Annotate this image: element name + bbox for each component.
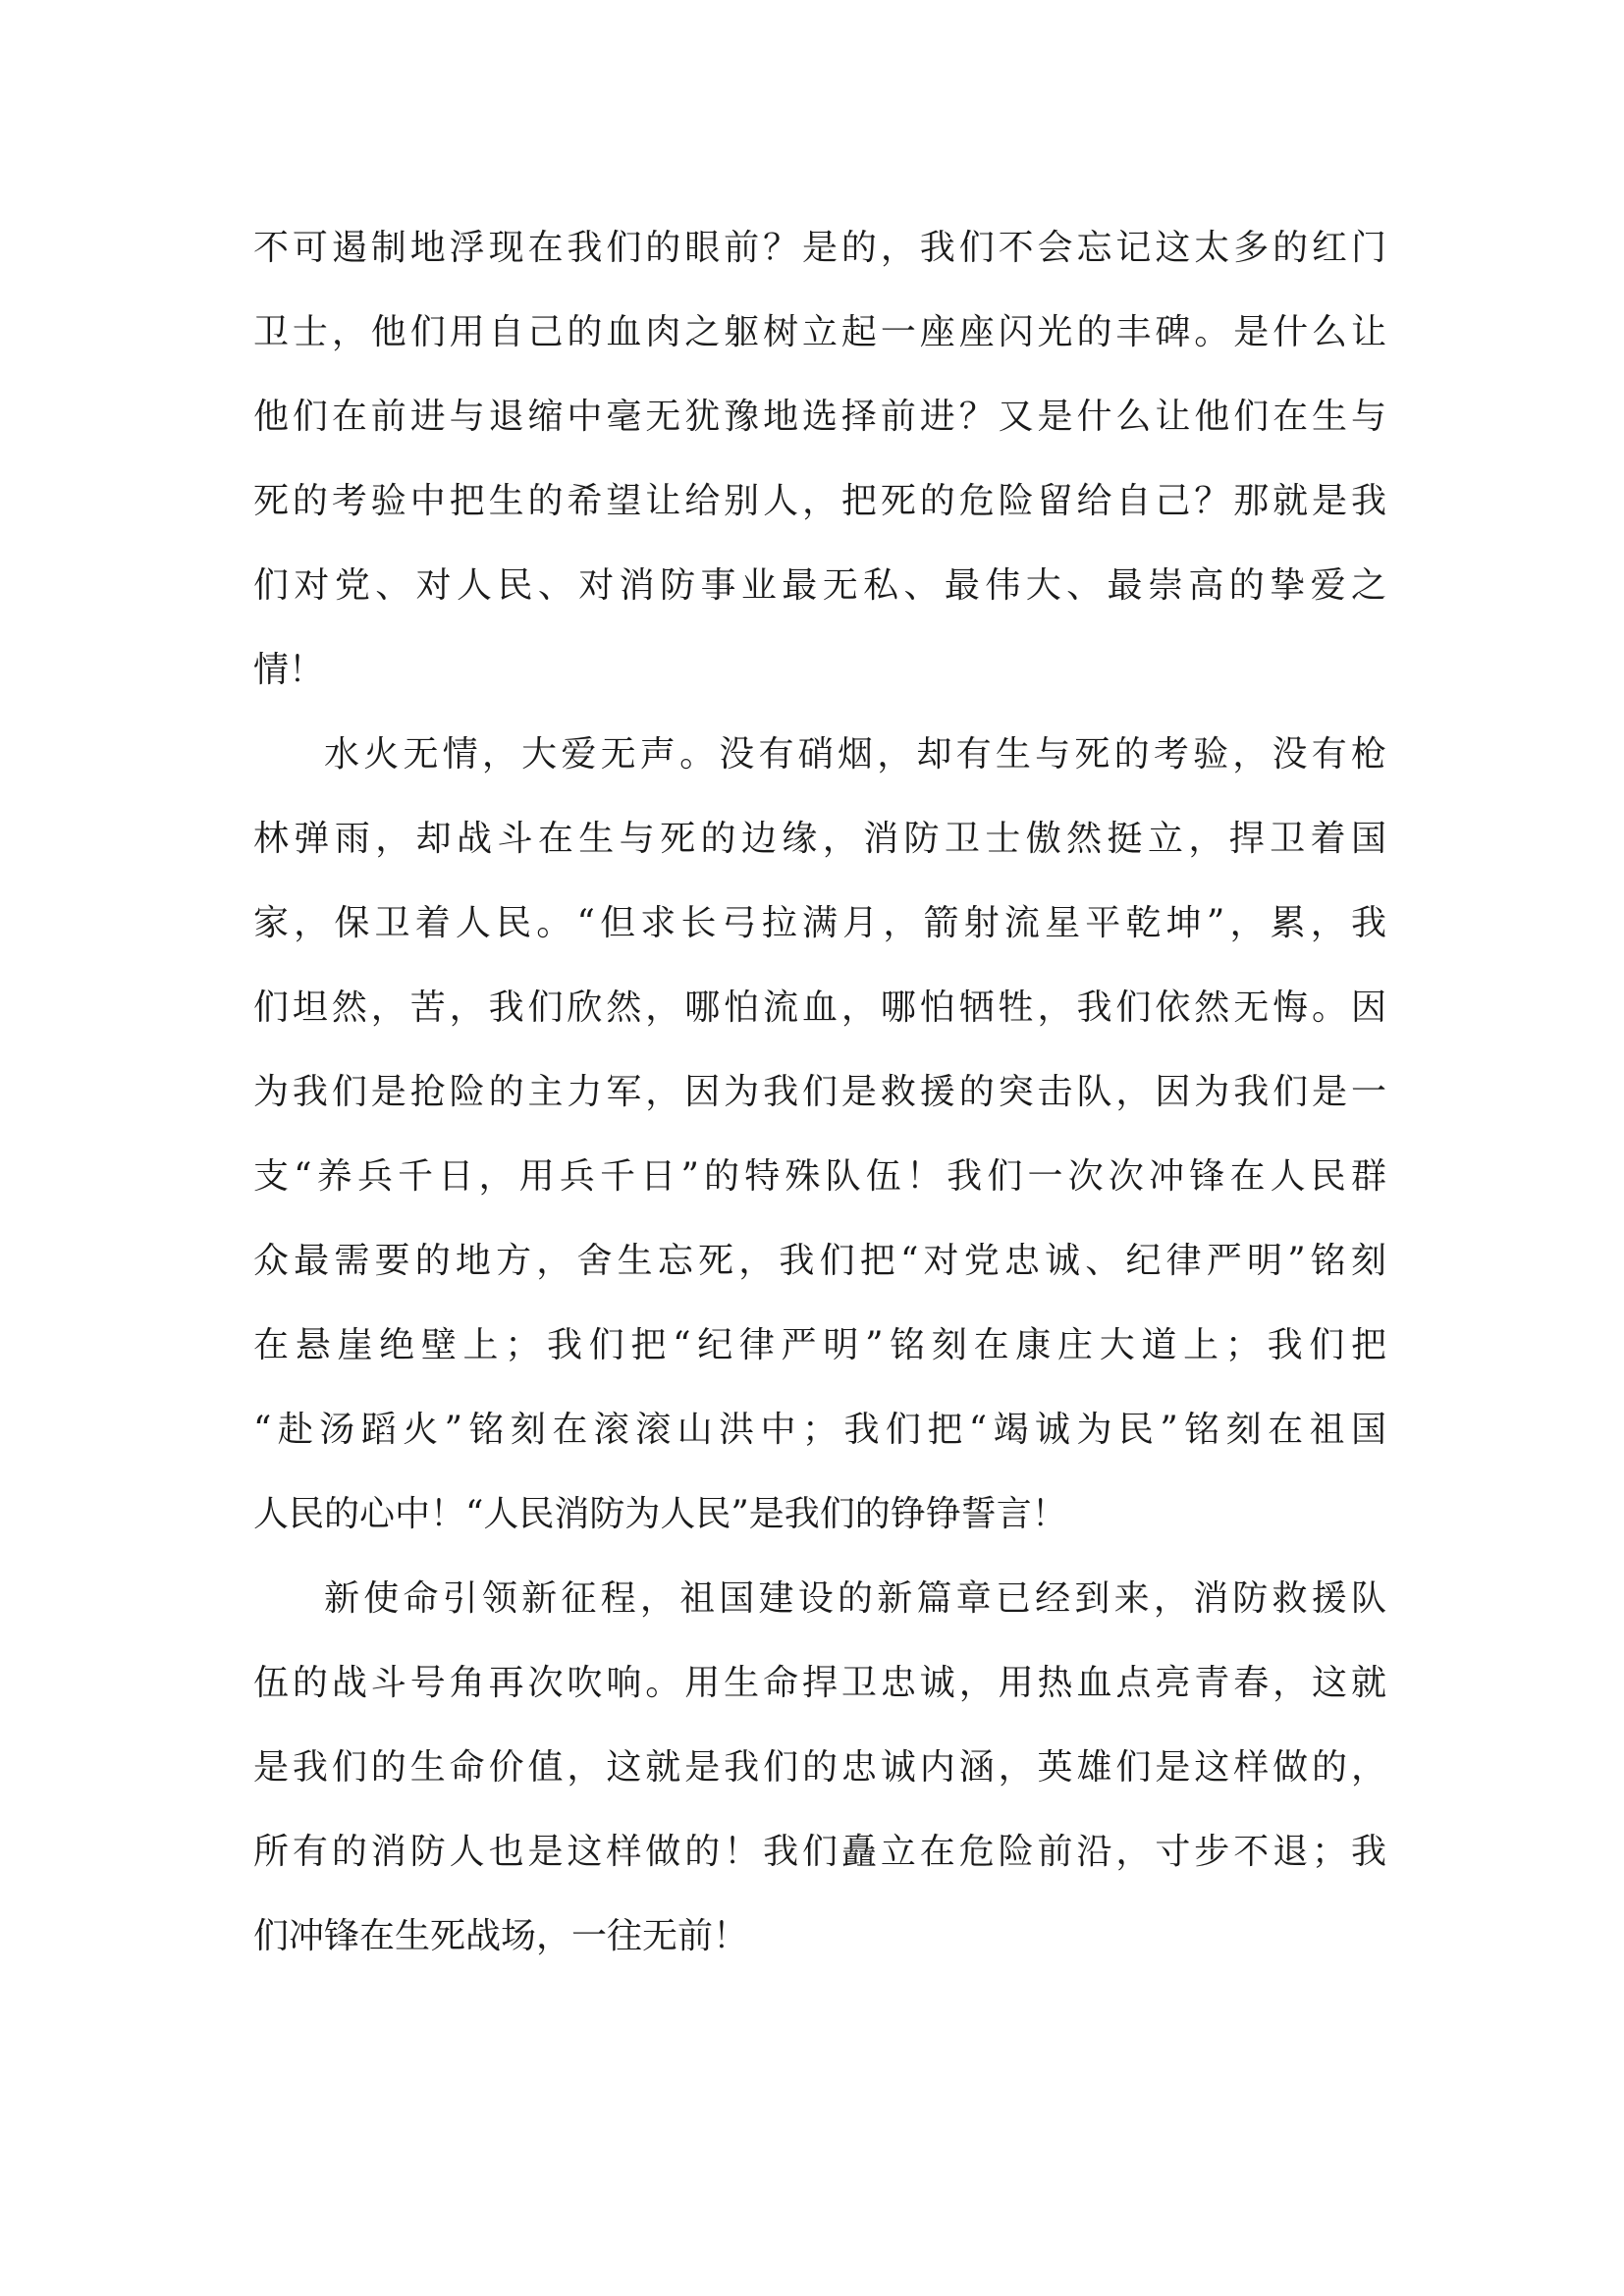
text-line: 新使命引领新征程，祖国建设的新篇章已经到来，消防救援队 <box>324 1578 1386 1619</box>
text-line: 在悬崖绝壁上；我们把“纪律严明”铭刻在康庄大道上；我们把 <box>253 1325 1386 1365</box>
text-line: 们冲锋在生死战场，一往无前！ <box>253 1916 749 1956</box>
text-line: 支“养兵千日，用兵千日”的特殊队伍！我们一次次冲锋在人民群 <box>253 1156 1386 1197</box>
document-page <box>253 206 1386 1979</box>
text-line: 是我们的生命价值，这就是我们的忠诚内涵，英雄们是这样做的， <box>253 1747 1386 1788</box>
text-line: 所有的消防人也是这样做的！我们矗立在危险前沿，寸步不退；我 <box>253 1832 1386 1872</box>
text-line: 情！ <box>253 650 325 690</box>
text-line: 不可遏制地浮现在我们的眼前？是的，我们不会忘记这太多的红门 <box>253 228 1386 268</box>
text-line: 人民的心中！“人民消防为人民”是我们的铮铮誓言！ <box>253 1494 1067 1534</box>
text-line: 死的考验中把生的希望让给别人，把死的危险留给自己？那就是我 <box>253 481 1386 521</box>
text-line: 众最需要的地方，舍生忘死，我们把“对党忠诚、纪律严明”铭刻 <box>253 1241 1386 1281</box>
text-line: 们坦然，苦，我们欣然，哪怕流血，哪怕牺牲，我们依然无悔。因 <box>253 988 1386 1028</box>
text-line: 们对党、对人民、对消防事业最无私、最伟大、最崇高的挚爱之 <box>253 565 1386 606</box>
text-line: “赴汤蹈火”铭刻在滚滚山洪中；我们把“竭诚为民”铭刻在祖国 <box>253 1410 1386 1450</box>
text-line: 伍的战斗号角再次吹响。用生命捍卫忠诚，用热血点亮青春，这就 <box>253 1663 1386 1703</box>
text-line: 为我们是抢险的主力军，因为我们是救援的突击队，因为我们是一 <box>253 1072 1386 1112</box>
text-line: 林弹雨，却战斗在生与死的边缘，消防卫士傲然挺立，捍卫着国 <box>253 819 1386 859</box>
text-line: 家，保卫着人民。“但求长弓拉满月，箭射流星平乾坤”，累，我 <box>253 903 1386 943</box>
paragraph-3 <box>253 1557 1386 1979</box>
text-line: 水火无情，大爱无声。没有硝烟，却有生与死的考验，没有枪 <box>324 734 1386 774</box>
paragraph-1 <box>253 206 1386 713</box>
text-line: 他们在前进与退缩中毫无犹豫地选择前进？又是什么让他们在生与 <box>253 397 1386 437</box>
text-line: 卫士，他们用自己的血肉之躯树立起一座座闪光的丰碑。是什么让 <box>253 312 1386 352</box>
paragraph-2 <box>253 713 1386 1557</box>
